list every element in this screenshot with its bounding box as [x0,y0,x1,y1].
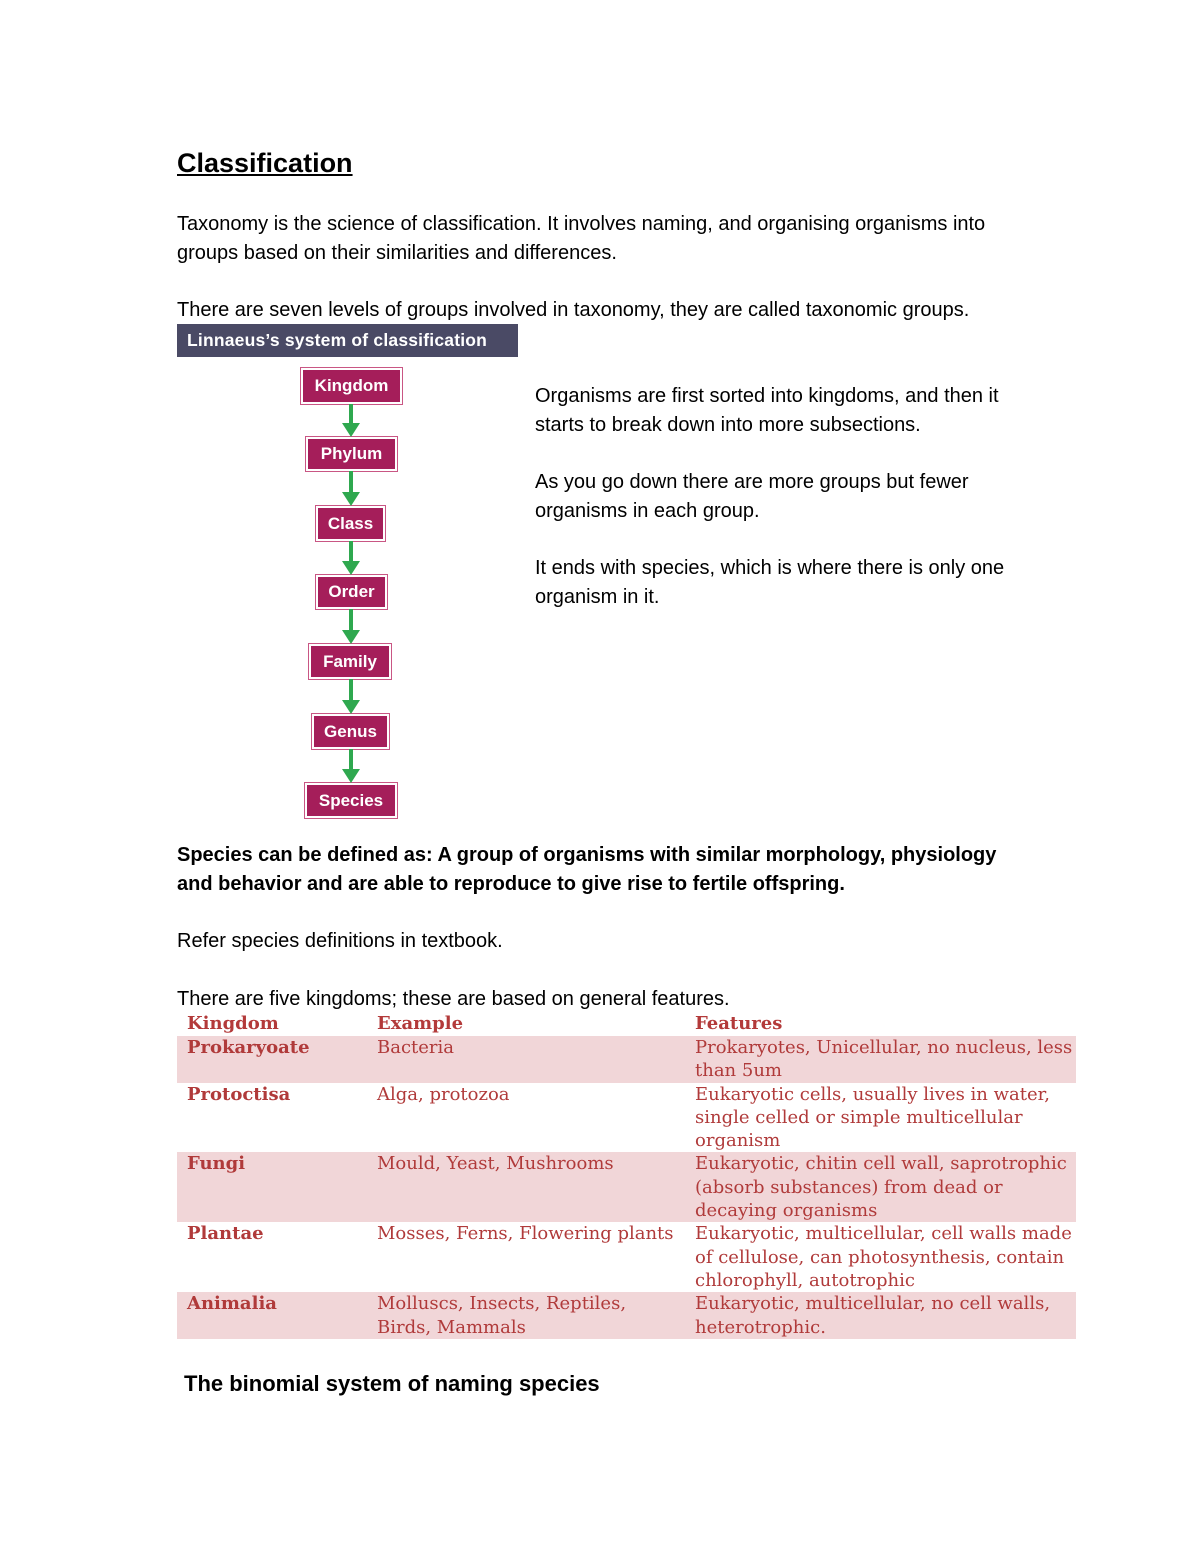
example-cell: Alga, protozoa [377,1083,510,1105]
features-cell: Eukaryotic, multicellular, no cell walls, heterotrophic. [685,1292,1076,1339]
taxon-box-genus: Genus [312,714,389,749]
arrow-family-to-genus [342,679,360,714]
features-cell: Eukaryotic cells, usually lives in water, single celled or simple multicellular organism [695,1083,1050,1152]
table-row [177,1222,1076,1292]
features-cell: Eukaryotic, chitin cell wall, saprotrophic (absorb substances) from dead or decaying organisms [685,1152,1076,1222]
header-features: Features [695,1013,783,1034]
kingdom-cell: Animalia [177,1292,367,1339]
arrow-class-to-order [342,541,360,575]
arrow-genus-to-species [342,749,360,783]
arrow-phylum-to-class [342,471,360,506]
side-note-kingdoms: Organisms are first sorted into kingdoms, and then it starts to break down into more subsections. [535,385,999,436]
kingdoms-table [177,1012,1076,1339]
binomial-section-heading: The binomial system of naming species [184,1371,600,1396]
taxon-box-phylum: Phylum [306,437,397,471]
example-cell: Mosses, Ferns, Flowering plants [377,1223,674,1245]
header-example: Example [377,1013,464,1034]
example-cell: Molluscs, Insects, Reptiles, Birds, Mammals [367,1292,685,1339]
kingdom-cell: Prokaryoate [177,1036,367,1083]
table-row [177,1036,1076,1083]
features-cell: Eukaryotic, multicellular, cell walls made of cellulose, can photosynthesis, contain chlorophyll, autotrophic [695,1223,1072,1291]
taxon-box-kingdom: Kingdom [301,368,402,404]
seven-levels-paragraph: There are seven levels of groups involved in taxonomy, they are called taxonomic groups. [177,299,970,321]
table-row [177,1152,1076,1222]
refer-textbook-paragraph: Refer species definitions in textbook. [177,930,503,952]
kingdom-cell: Protoctisa [187,1083,291,1105]
five-kingdoms-paragraph: There are five kingdoms; these are based on general features. [177,988,730,1010]
table-row [177,1083,1076,1153]
features-cell: Prokaryotes, Unicellular, no nucleus, less than 5um [685,1036,1076,1083]
example-cell: Bacteria [367,1036,685,1083]
taxon-box-class: Class [316,506,385,541]
taxonomy-intro-paragraph: Taxonomy is the science of classification. It involves naming, and organising organisms into groups based on their similarities and differences. [177,213,986,264]
taxon-box-family: Family [309,644,391,679]
diagram-banner: Linnaeus’s system of classification [177,324,518,357]
table-header-row [177,1012,1076,1036]
kingdom-cell: Plantae [187,1223,264,1245]
page-title: Classification [177,148,353,178]
species-definition-paragraph: Species can be defined as: A group of organisms with similar morphology, physiology and behavior and are able to reproduce to give rise to fertile offspring. [177,844,997,895]
table-row [177,1292,1076,1339]
example-cell: Mould, Yeast, Mushrooms [367,1152,685,1222]
side-note-species: It ends with species, which is where there is only one organism in it. [535,557,1005,608]
side-note-groups: As you go down there are more groups but fewer organisms in each group. [535,471,969,522]
arrow-kingdom-to-phylum [342,404,360,437]
kingdom-cell: Fungi [177,1152,367,1222]
header-kingdom: Kingdom [187,1013,279,1034]
taxon-box-order: Order [316,575,387,609]
taxon-box-species: Species [305,783,397,818]
arrow-order-to-family [342,609,360,644]
